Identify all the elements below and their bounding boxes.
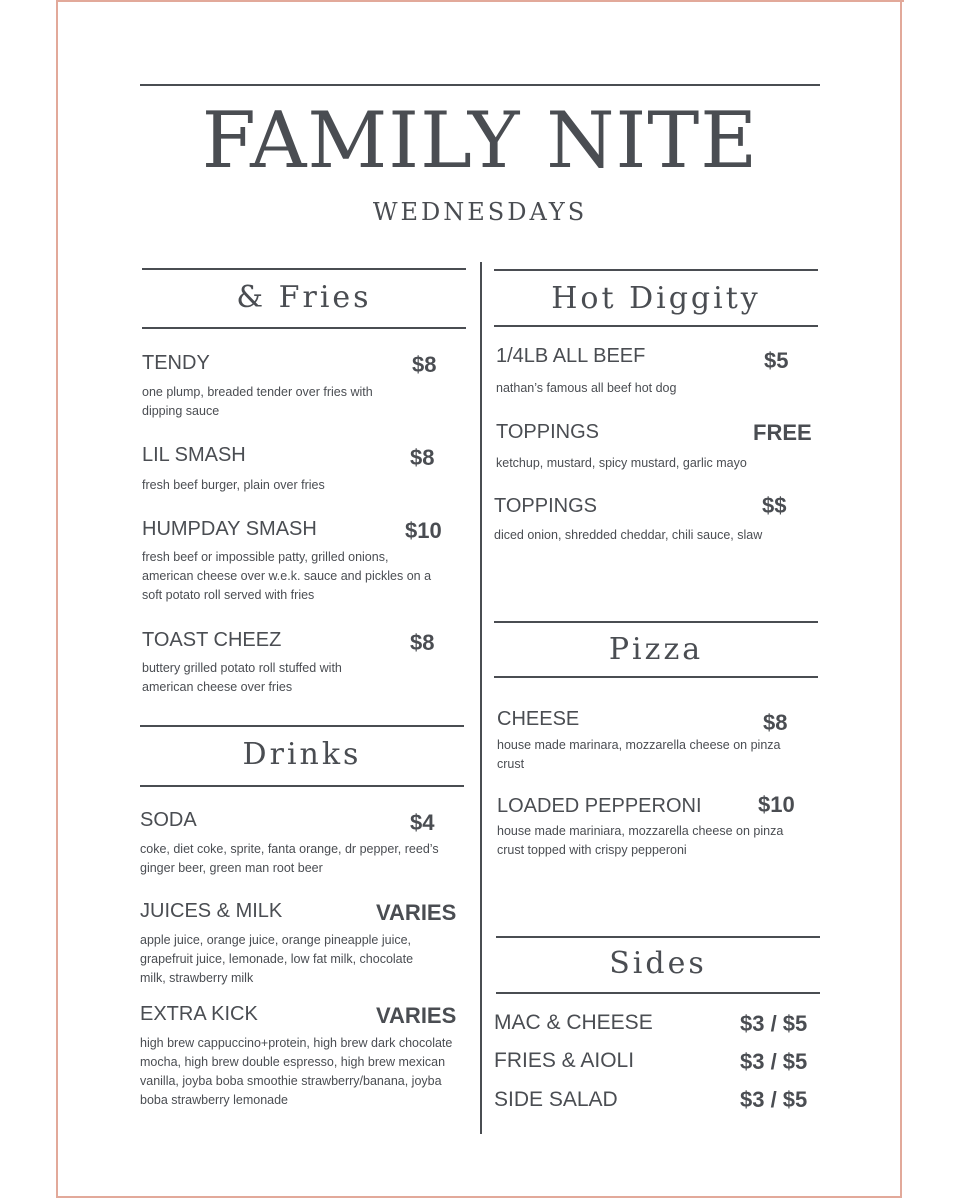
side-price-side-salad: $3 / $5	[740, 1087, 808, 1112]
menu-item-toppings-free: TOPPINGS	[496, 421, 599, 443]
side-item-mac-cheese: MAC & CHEESE	[494, 1011, 653, 1034]
price-toppings-paid: $$	[762, 493, 787, 518]
side-price-fries-aioli: $3 / $5	[740, 1049, 808, 1074]
hotdiggity-rule-top	[494, 269, 818, 271]
menu-item-toppings-paid: TOPPINGS	[494, 495, 597, 517]
side-item-side-salad: SIDE SALAD	[494, 1088, 618, 1111]
price-extra-kick: VARIES	[376, 1003, 457, 1028]
desc-cheese-pizza: house made marinara, mozzarella cheese on pinza crust	[497, 738, 781, 771]
menu-item-tendy: TENDY	[142, 352, 210, 374]
header-rule	[140, 84, 820, 86]
sides-rule-top	[496, 936, 820, 938]
pizza-rule-bottom	[494, 676, 818, 678]
price-toast-cheez: $8	[410, 630, 435, 655]
desc-extra-kick: high brew cappuccino+protein, high brew dark chocolate mocha, high brew double espresso, high brew mexican vanilla, joyba boba smoothie strawberry/banana, joyba boba strawberry lemonade	[140, 1036, 453, 1107]
desc-lil-smash: fresh beef burger, plain over fries	[142, 478, 325, 492]
fries-rule-top	[142, 268, 466, 270]
sides-rule-bottom	[496, 992, 820, 994]
sides-section-title: Sides	[609, 946, 707, 981]
price-all-beef: $5	[764, 348, 789, 373]
menu-title: FAMILY NITE	[201, 96, 759, 186]
pizza-rule-top	[494, 621, 818, 623]
desc-toast-cheez: buttery grilled potato roll stuffed with american cheese over fries	[142, 661, 342, 694]
price-lil-smash: $8	[410, 445, 435, 470]
menu-item-extra-kick: EXTRA KICK	[140, 1003, 258, 1025]
price-toppings-free: FREE	[753, 420, 812, 445]
price-loaded-pepperoni: $10	[758, 792, 795, 817]
drinks-rule-bottom	[140, 785, 464, 787]
desc-soda: coke, diet coke, sprite, fanta orange, dr pepper, reed’s ginger beer, green man root beer	[140, 842, 439, 875]
menu-item-cheese-pizza: CHEESE	[497, 708, 580, 730]
menu-item-humpday-smash: HUMPDAY SMASH	[142, 518, 317, 540]
price-juices-milk: VARIES	[376, 900, 457, 925]
menu-subtitle: WEDNESDAYS	[372, 198, 588, 226]
hotdiggity-rule-bottom	[494, 325, 818, 327]
pizza-section-title: Pizza	[608, 632, 704, 667]
desc-tendy: one plump, breaded tender over fries with dipping sauce	[142, 385, 373, 418]
menu-item-loaded-pepperoni: LOADED PEPPERONI	[497, 795, 702, 817]
drinks-section-title: Drinks	[242, 737, 362, 772]
desc-juices-milk: apple juice, orange juice, orange pineapple juice, grapefruit juice, lemonade, low fat milk, chocolate milk, strawberry milk	[140, 933, 414, 985]
menu-item-toast-cheez: TOAST CHEEZ	[142, 629, 282, 651]
menu-item-juices-milk: JUICES & MILK	[140, 900, 283, 922]
fries-section-title: & Fries	[236, 280, 372, 315]
hotdiggity-section-title: Hot Diggity	[551, 281, 761, 316]
drinks-rule-top	[140, 725, 464, 727]
desc-toppings-free: ketchup, mustard, spicy mustard, garlic mayo	[496, 456, 747, 470]
price-tendy: $8	[412, 352, 437, 377]
menu-item-lil-smash: LIL SMASH	[142, 444, 246, 466]
price-soda: $4	[410, 810, 435, 835]
desc-loaded-pepperoni: house made mariniara, mozzarella cheese on pinza crust topped with crispy pepperoni	[497, 824, 784, 857]
column-divider	[480, 262, 482, 1134]
menu-item-soda: SODA	[140, 809, 197, 831]
desc-all-beef: nathan’s famous all beef hot dog	[496, 381, 677, 395]
price-humpday-smash: $10	[405, 518, 442, 543]
desc-humpday-smash: fresh beef or impossible patty, grilled onions, american cheese over w.e.k. sauce and pickles on a soft potato roll served with fries	[142, 550, 432, 602]
desc-toppings-paid: diced onion, shredded cheddar, chili sauce, slaw	[494, 528, 763, 542]
side-item-fries-aioli: FRIES & AIOLI	[494, 1049, 635, 1072]
side-price-mac-cheese: $3 / $5	[740, 1011, 808, 1036]
fries-rule-bottom	[142, 327, 466, 329]
price-cheese-pizza: $8	[763, 710, 788, 735]
menu-item-all-beef: 1/4LB ALL BEEF	[496, 345, 646, 367]
